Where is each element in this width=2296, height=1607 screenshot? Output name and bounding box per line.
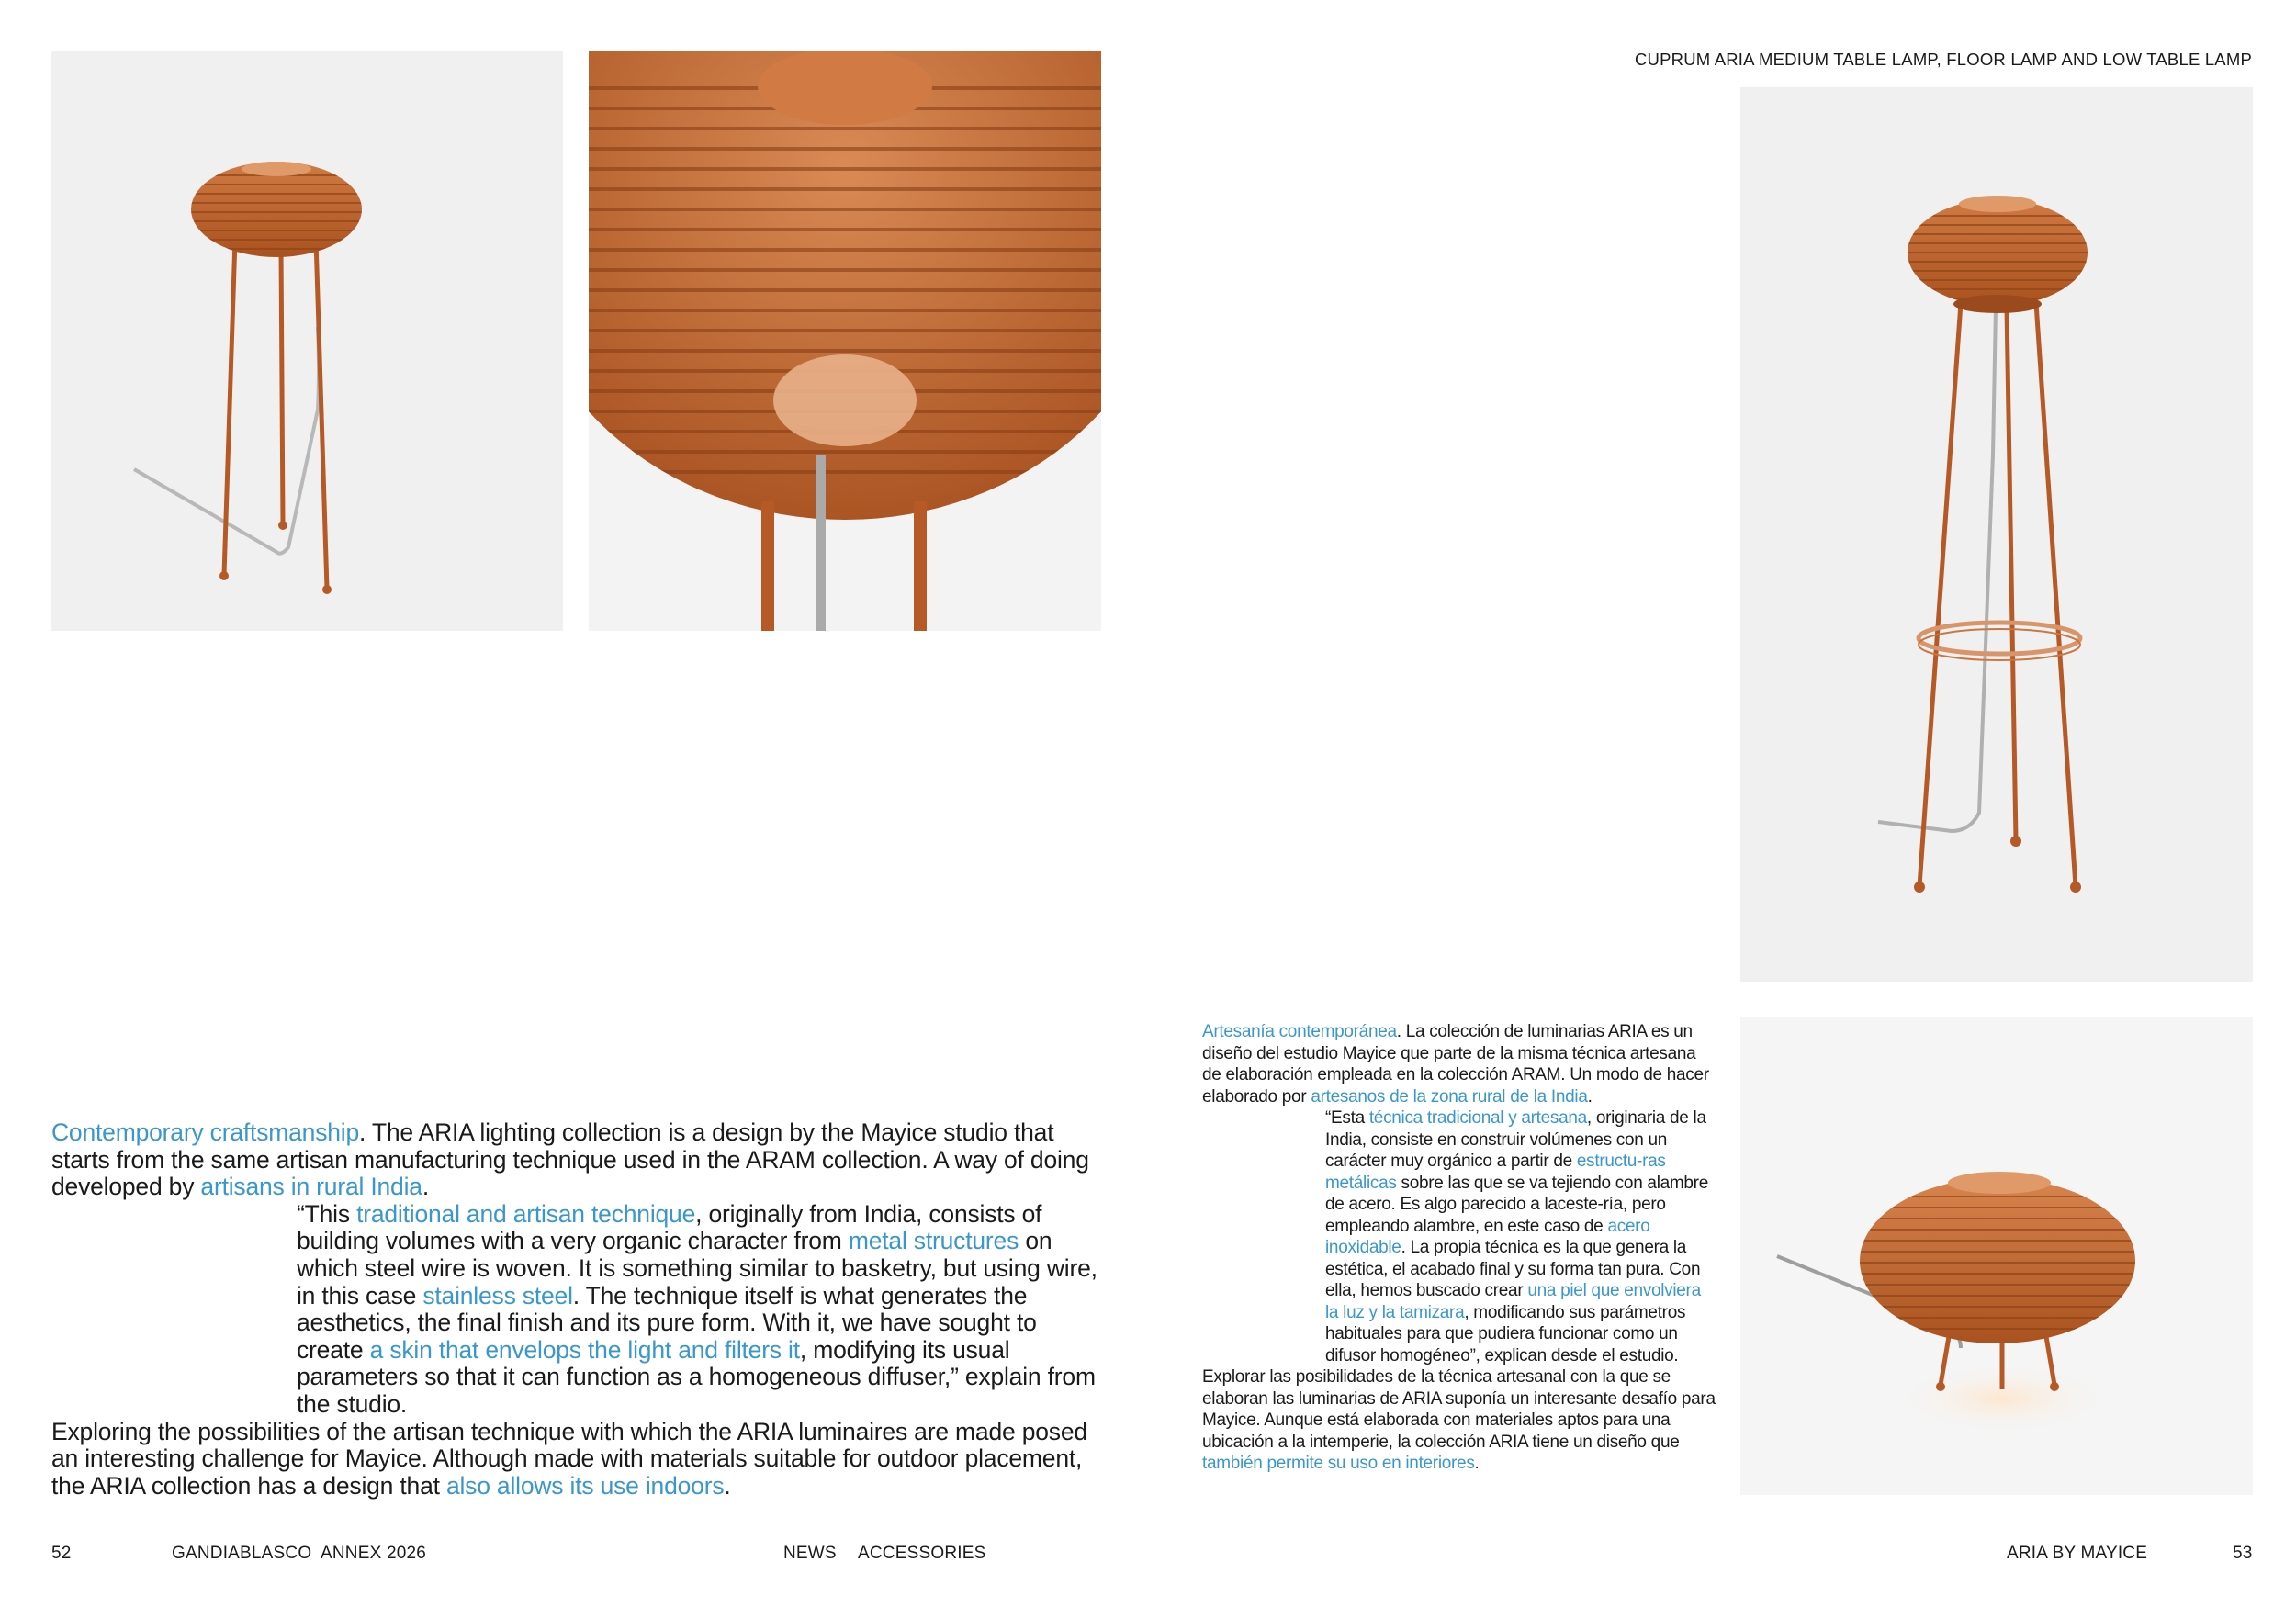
link-metal-structures[interactable]: metal structures — [848, 1227, 1019, 1255]
link-skin-envelops-light[interactable]: a skin that envelops the light and filters it — [369, 1335, 800, 1364]
link-traditional-technique[interactable]: traditional and artisan technique — [356, 1199, 696, 1228]
footer-right-title: ARIA BY MAYICE — [2007, 1544, 2148, 1563]
link-stainless-steel[interactable]: stainless steel — [422, 1281, 573, 1309]
left-page-number: 52 — [51, 1544, 72, 1563]
english-paragraph-3: Exploring the possibilities of the artisan technique with which the ARIA luminaires are made posed an interesting challenge for Mayice. Although made with materials suitable for outdoor placement, the ARIA collection has a design that also allows its use indoors. — [51, 1417, 1087, 1500]
link-also-indoors[interactable]: also allows its use indoors — [445, 1471, 725, 1500]
link-estructuras-metalicas[interactable]: estructu-ras metálicas — [1325, 1152, 1666, 1193]
english-article — [51, 1119, 1102, 1500]
right-page-number: 53 — [2233, 1544, 2253, 1563]
right-page-header: CUPRUM ARIA MEDIUM TABLE LAMP, FLOOR LAMP AND LOW TABLE LAMP — [1634, 50, 2252, 69]
link-uso-interiores[interactable]: también permite su uso en interiores — [1202, 1454, 1475, 1473]
link-artisans-rural-india[interactable]: artisans in rural India — [200, 1173, 422, 1201]
medium-table-lamp-photo — [51, 51, 563, 631]
spanish-paragraph-2-quote: “Esta técnica tradicional y artesana, originaria de la India, consiste en construir volúmenes con un carácter muy orgánico a partir de estructu-ras metálicas sobre las que se va tejiendo con alambre de acero. Es algo parecido a laceste-ría, pero empleando alambre, en este caso de acero inoxidable. La propia técnica es la que genera la estética, el acabado final y su forma tan pura. Con ella, hemos buscado crear una piel que envolviera la luz y la tamizara, modificando sus parámetros habituales para que pudiera funcionar como un difusor homogéneo”, explican desde el estudio. — [1325, 1108, 1708, 1365]
medium-table-lamp-illustration — [51, 51, 563, 631]
floor-lamp-illustration — [1740, 87, 2253, 982]
footer-section-news: NEWS — [783, 1544, 837, 1563]
footer-brand: GANDIABLASCO — [172, 1544, 312, 1563]
link-artesanos-india[interactable]: artesanos de la zona rural de la India — [1311, 1086, 1588, 1107]
low-table-lamp-photo — [1740, 1017, 2253, 1495]
link-acero-inoxidable[interactable]: acero inoxidable — [1325, 1216, 1650, 1257]
footer-section-accessories: ACCESSORIES — [858, 1544, 986, 1563]
low-table-lamp-illustration — [1740, 1017, 2253, 1495]
link-tecnica-tradicional[interactable]: técnica tradicional y artesana — [1368, 1108, 1587, 1128]
english-paragraph-1: Contemporary craftsmanship. The ARIA lighting collection is a design by the Mayice studio that starts from the same artisan manufacturing technique used in the ARAM collection. A way of doing developed by artisans in rural India. — [51, 1118, 1089, 1201]
lamp-shade-detail-photo — [589, 51, 1101, 631]
english-paragraph-2-quote: “This traditional and artisan technique, originally from India, consists of building volumes with a very organic character from metal structures on which steel wire is woven. It is something similar to basketry, but using wire, in this case stainless steel. The technique itself is what generates the aesthetics, the final finish and its pure form. With it, we have sought to create a skin that envelops the light and filters it, modifying its usual parameters so that it can function as a homogeneous diffuser,” explain from the studio. — [297, 1199, 1097, 1418]
floor-lamp-photo — [1740, 87, 2253, 982]
footer-edition: ANNEX 2026 — [321, 1544, 427, 1563]
spanish-paragraph-3: Explorar las posibilidades de la técnica artesanal con la que se elaboran las luminarias de ARIA suponía un interesante desafío para Mayice. Aunque está elaborada con materiales aptos para una ubicación a la intemperie, la colección ARIA tiene un diseño que también permite su uso en interiores. — [1202, 1367, 1716, 1473]
spanish-paragraph-1: Artesanía contemporánea. La colección de luminarias ARIA es un diseño del estudio Mayice que parte de la misma técnica artesana de elaboración empleada en la colección ARAM. Un modo de hacer elaborado por artesanos de la zona rural de la India. — [1202, 1022, 1709, 1107]
spanish-article — [1202, 1021, 1716, 1475]
link-piel-luz[interactable]: una piel que envolviera la luz y la tamizara — [1325, 1281, 1701, 1322]
link-contemporary-craftsmanship[interactable]: Contemporary craftsmanship — [51, 1118, 360, 1146]
shade-detail-illustration — [589, 51, 1101, 631]
link-artesania-contemporanea[interactable]: Artesanía contemporánea — [1202, 1022, 1397, 1041]
